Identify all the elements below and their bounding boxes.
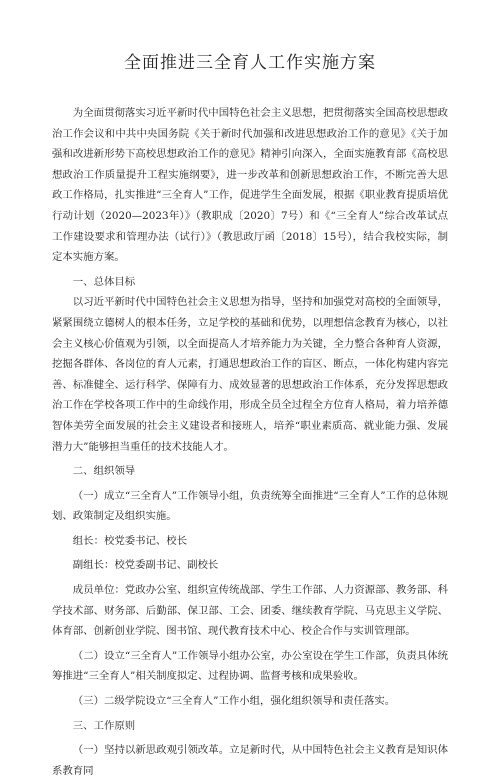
organization-item-1: （一）成立“三全育人”工作领导小组，负责统筹全面推进“三全育人”工作的总体规划、政策制定及组织实施。 (52, 489, 448, 523)
section-heading-overall-goal: 一、总体目标 (72, 275, 136, 288)
section-heading-organization: 二、组织领导 (72, 465, 136, 478)
organization-item-3: （三）二级学院设立“三全育人”工作小组，强化组织领导和责任落实。 (72, 695, 396, 708)
document-title: 全面推进三全育人工作实施方案 (124, 53, 376, 73)
intro-paragraph: 为全面贯彻落实习近平新时代中国特色社会主义思想，把贯彻落实全国高校思想政治工作会议和中共中央国务院《关于新时代加强和改进思想政治工作的意见》《关于加强和改进新形势下高校思想政治工作的意见》精神引向深入，全面实施教育部《高校思想政治工作质量提升工程实施纲要》，进一步改革和创新思想政治工作，不断完善大思政工作格局，扎实推进“三全育人”工作，促进学生全面发展，根据《职业教育提质培优行动计划（2020—2023年）》（教职成〔2020〕7号）和《“三全育人”综合改革试点工作建设要求和管理办法（试行）》（教思政厅函〔2018〕15号），结合我校实际，制定本实施方案。 (52, 107, 448, 264)
organization-item-2: （二）设立“三全育人”工作领导小组办公室，办公室设在学生工作部，负责具体统筹推进“三全育人”相关制度拟定、过程协调、监督考核和成果验收。 (52, 649, 448, 683)
overall-goal-paragraph: 以习近平新时代中国特色社会主义思想为指导，坚持和加强党对高校的全面领导，紧紧围绕立德树人的根本任务，立足学校的基础和优势，以理想信念教育为核心，以社会主义核心价值观为引领，以全面提高人才培养能力为关键，全力整合各种育人资源，挖掘各群体、各岗位的育人元素，打通思想政治工作的盲区、断点，一体化构建内容完善、标准健全、运行科学、保障有力、成效显著的思想政治工作体系，充分发挥思想政治工作在学校各项工作中的生命线作用，形成全员全过程全方位育人格局，着力培养德智体美劳全面发展的社会主义建设者和接班人，培养“职业素质高、就业能力强、发展潜力大”能够担当重任的技术技能人才。 (52, 296, 448, 453)
section-heading-principles: 三、工作原则 (72, 719, 136, 732)
deputy-leader-line: 副组长：校党委副书记、副校长 (72, 559, 219, 572)
principle-item-1: （一）坚持以新思政观引领改革。立足新时代，从中国特色社会主义教育是知识体系教育同 (52, 744, 448, 777)
leader-line: 组长：校党委书记、校长 (72, 534, 188, 547)
member-units-paragraph: 成员单位：党政办公室、组织宣传统战部、学生工作部、人力资源部、教务部、科学技术部、财务部、后勤部、保卫部、工会、团委、继续教育学院、马克思主义学院、体育部、创新创业学院、图书馆、现代教育技术中心、校企合作与实训管理部。 (52, 584, 448, 638)
